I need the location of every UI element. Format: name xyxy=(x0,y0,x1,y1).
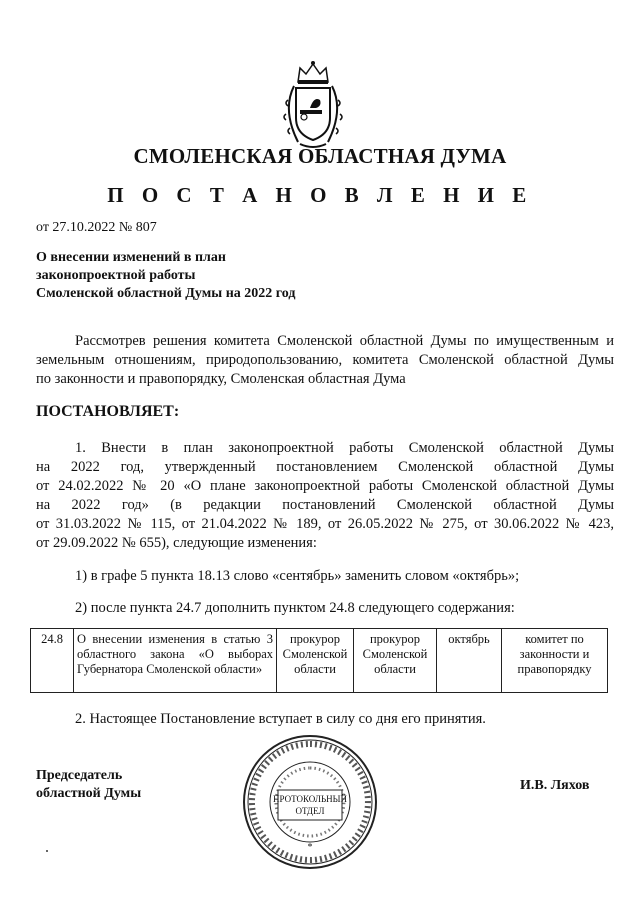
subject-line-2: законопроектной работы xyxy=(36,268,196,283)
preamble-line-1: Рассмотрев решения комитета Смоленской областной Думы по имущественным и xyxy=(75,333,614,349)
preamble-line-2: земельным отношениям, природопользованию, комитета Смоленской областной Думы xyxy=(36,352,614,368)
svg-text:*: * xyxy=(307,842,313,853)
item1-line-3: от 24.02.2022 № 20 «О плане законопроектной работы Смоленской областной Думы xyxy=(36,478,614,494)
change-2: 2) после пункта 24.7 дополнить пунктом 24.8 следующего содержания: xyxy=(75,600,515,616)
change-1: 1) в графе 5 пункта 18.13 слово «сентябрь» заменить словом «октябрь»; xyxy=(75,568,520,584)
signer-name: И.В. Ляхов xyxy=(520,778,590,793)
cell-committee: комитет по законности и правопорядку xyxy=(502,629,608,693)
item1-line-4: на 2022 год» (в редакции постановлений Смоленской областной Думы xyxy=(36,497,614,513)
coat-of-arms-icon xyxy=(276,60,350,150)
cell-item-number: 24.8 xyxy=(31,629,74,693)
stamp-center-line-1: ПРОТОКОЛЬНЫЙ xyxy=(273,794,347,804)
table-row xyxy=(31,629,608,693)
item-2: 2. Настоящее Постановление вступает в силу со дня его принятия. xyxy=(75,711,486,727)
cell-initiator: прокурор Смоленской области xyxy=(277,629,354,693)
organization-name: СМОЛЕНСКАЯ ОБЛАСТНАЯ ДУМА xyxy=(133,144,507,168)
cell-responsible: прокурор Смоленской области xyxy=(354,629,437,693)
stamp-center-line-2: ОТДЕЛ xyxy=(295,806,325,816)
document-date-number: от 27.10.2022 № 807 xyxy=(36,220,157,235)
scan-speck xyxy=(46,850,48,852)
decree-heading: ПОСТАНОВЛЯЕТ: xyxy=(36,403,180,420)
cell-month: октябрь xyxy=(437,629,502,693)
signer-role-line-1: Председатель xyxy=(36,768,123,783)
item1-line-6: от 29.09.2022 № 655), следующие изменения: xyxy=(36,535,317,551)
item1-line-2: на 2022 год, утвержденный постановлением Смоленской областной Думы xyxy=(36,459,614,475)
round-seal-icon xyxy=(240,732,380,872)
amendment-table xyxy=(30,628,608,693)
cell-bill-title: О внесении изменения в статью 3 областного закона «О выборах Губернатора Смоленской области» xyxy=(74,629,277,693)
document-type: П О С Т А Н О В Л Е Н И Е xyxy=(107,183,533,207)
subject-line-1: О внесении изменений в план xyxy=(36,250,226,265)
item1-line-5: от 31.03.2022 № 115, от 21.04.2022 № 189, от 26.05.2022 № 275, от 30.06.2022 № 423, xyxy=(36,516,614,532)
preamble-line-3: по законности и правопорядку, Смоленская областная Дума xyxy=(36,371,406,387)
item1-line-1: 1. Внести в план законопроектной работы Смоленской областной Думы xyxy=(75,440,614,456)
signer-role-line-2: областной Думы xyxy=(36,786,142,801)
subject-line-3: Смоленской областной Думы на 2022 год xyxy=(36,286,296,301)
